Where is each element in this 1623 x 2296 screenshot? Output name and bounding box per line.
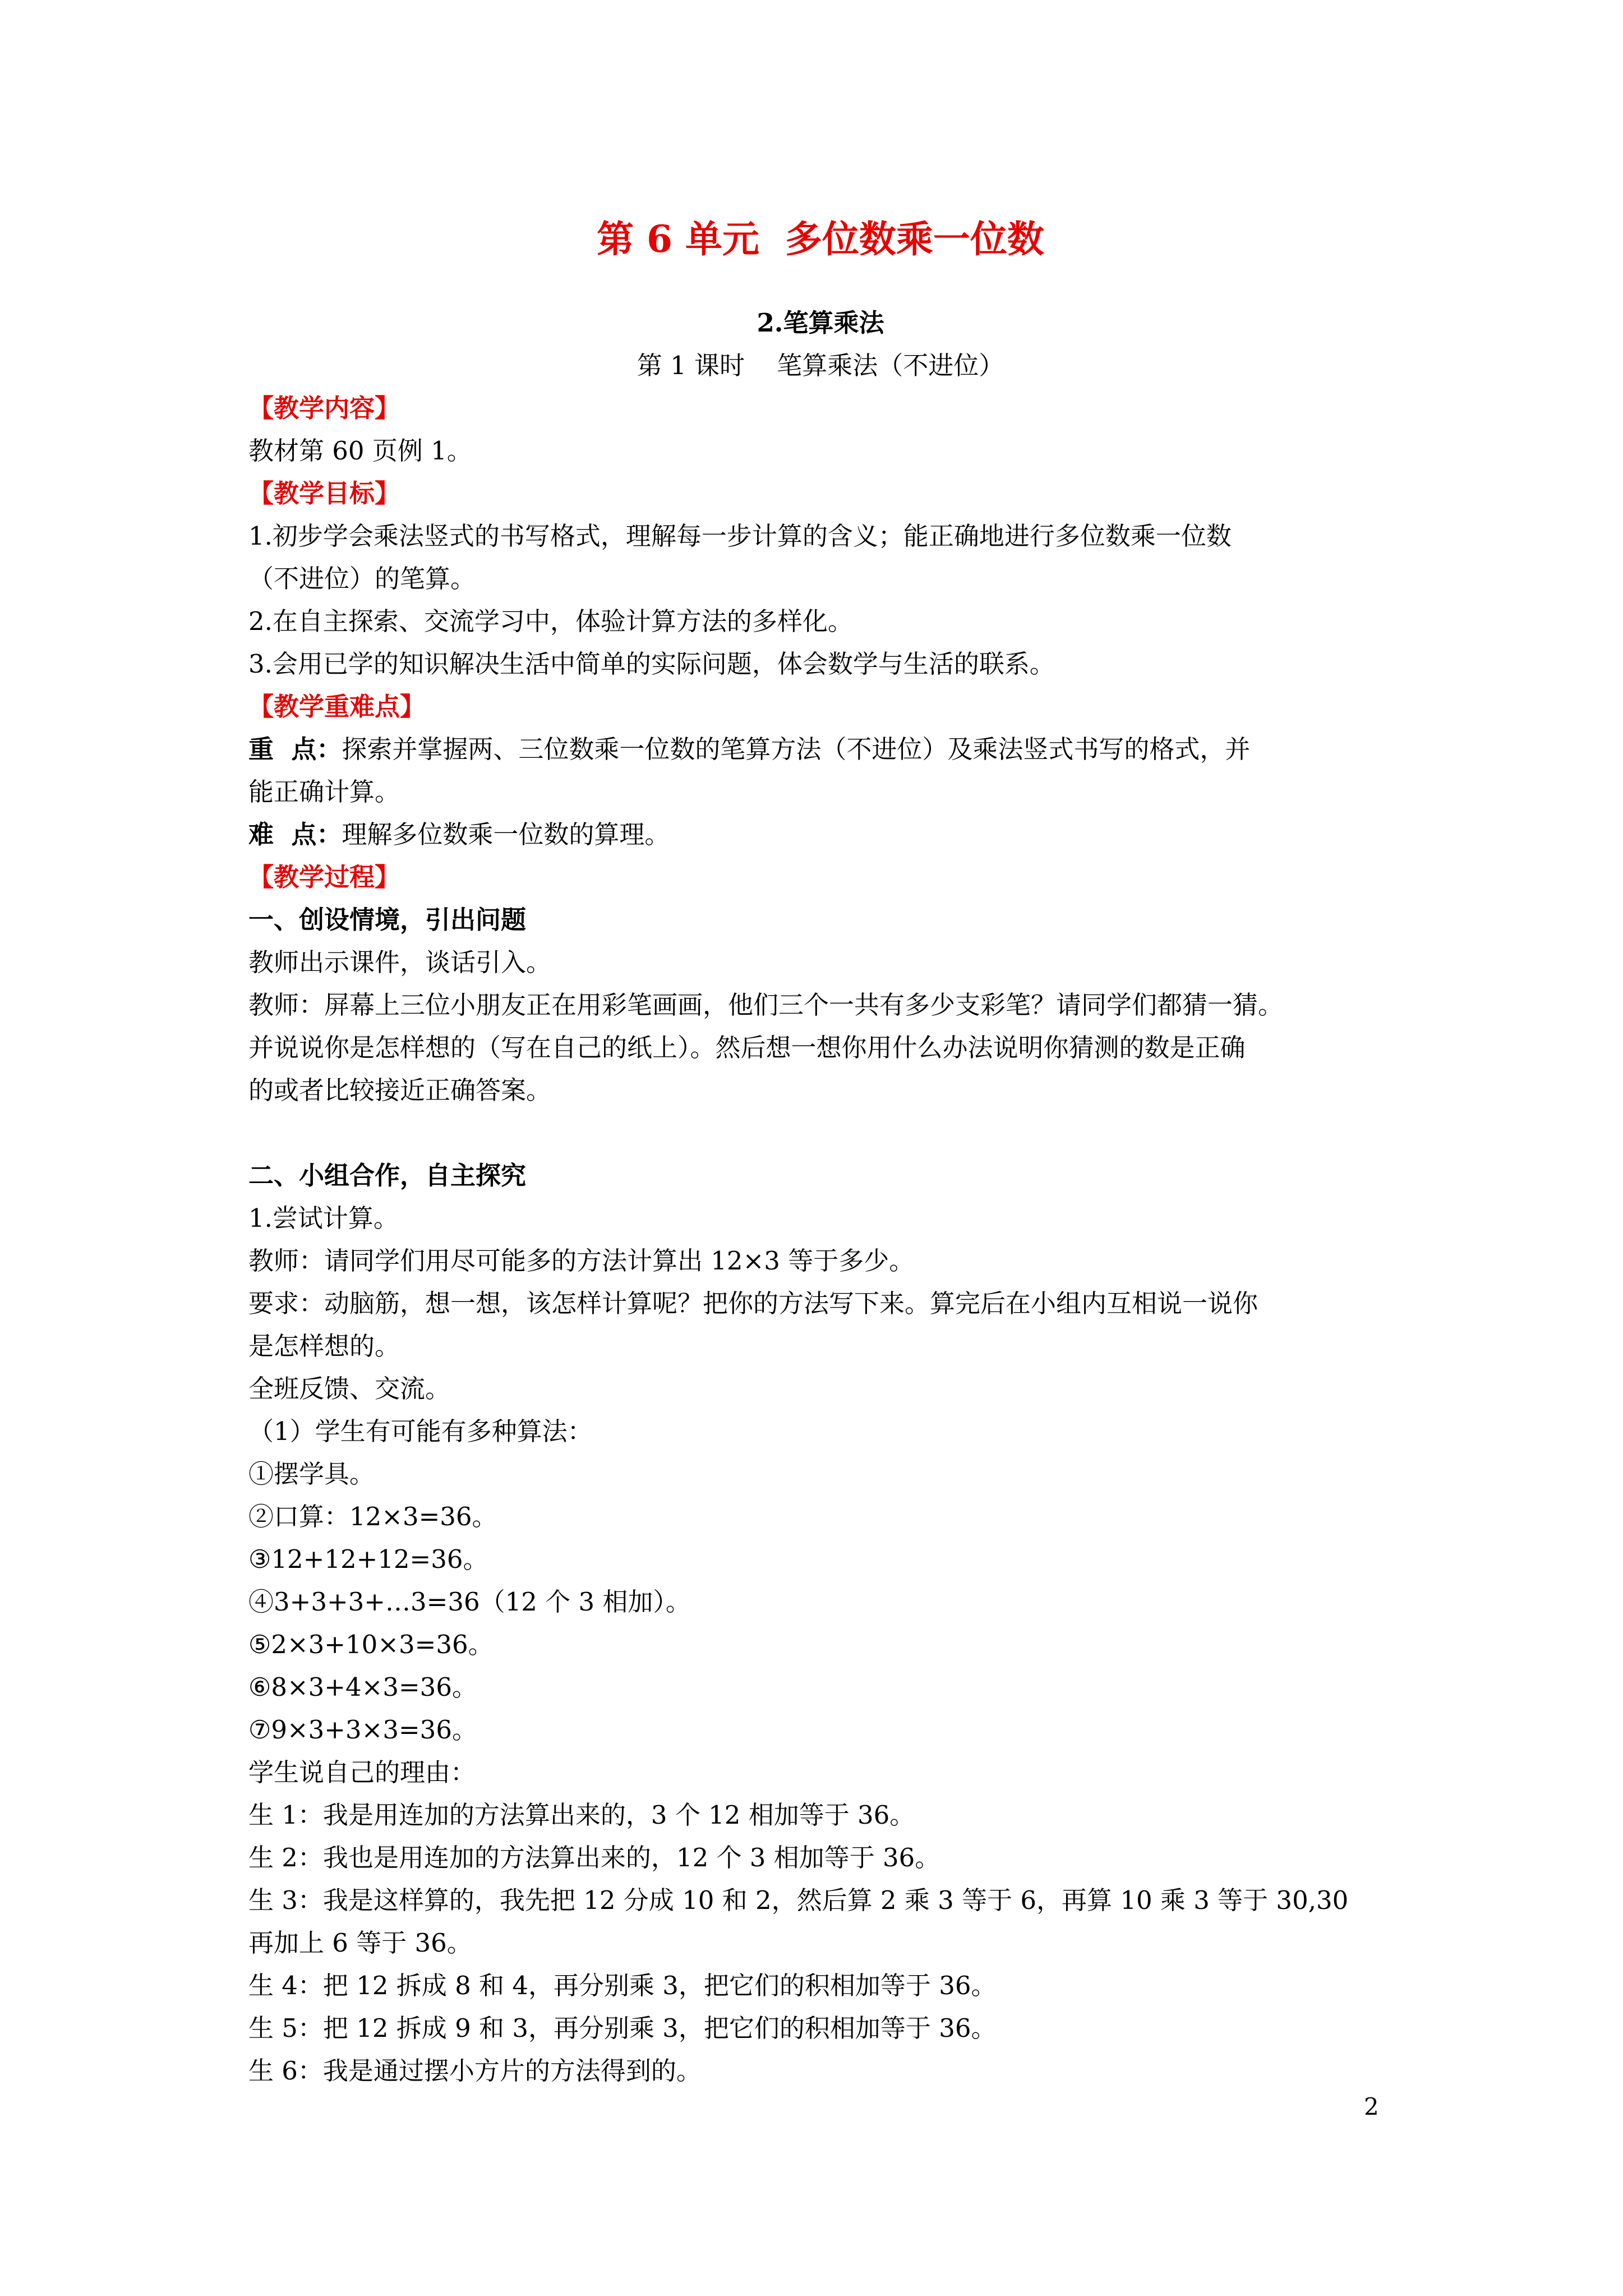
student-6: 生 6：我是通过摆小方片的方法得到的。 [248,2056,702,2086]
heading-teaching-goals: 【教学目标】 [248,478,400,508]
key-point-text: 探索并掌握两、三位数乘一位数的笔算方法（不进位）及乘法竖式书写的格式，并 [342,734,1251,764]
part-1-line-1: 教师出示课件，谈话引入。 [248,947,552,977]
method-7: ⑦9×3+3×3=36。 [248,1715,477,1745]
heading-key-difficult-points: 【教学重难点】 [248,692,426,721]
section-subtitle: 2.笔算乘法 [757,308,884,338]
student-3-line-1: 生 3：我是这样算的，我先把 12 分成 10 和 2，然后算 2 乘 3 等于 6，再算 10 乘 3 等于 30,30 [248,1885,1349,1915]
page-number: 2 [1364,2093,1379,2120]
blank-line [248,1112,1393,1154]
part-1-line-4: 的或者比较接近正确答案。 [248,1075,552,1105]
method-3: ③12+12+12=36。 [248,1544,488,1574]
part-2-line-3: 要求：动脑筋，想一想，该怎样计算呢？把你的方法写下来。算完后在小组内互相说一说你 [248,1289,1258,1318]
key-point-label: 重 点： [248,734,342,764]
student-4: 生 4：把 12 拆成 8 和 4，再分别乘 3，把它们的积相加等于 36。 [248,1971,997,2000]
student-1: 生 1：我是用连加的方法算出来的，3 个 12 相加等于 36。 [248,1800,915,1830]
method-6: ⑥8×3+4×3=36。 [248,1672,477,1702]
goal-3: 3.会用已学的知识解决生活中简单的实际问题，体会数学与生活的联系。 [248,649,1055,679]
method-2: ②口算：12×3=36。 [248,1502,497,1531]
goal-2: 2.在自主探索、交流学习中，体验计算方法的多样化。 [248,606,853,636]
part-2-line-2: 教师：请同学们用尽可能多的方法计算出 12×3 等于多少。 [248,1246,915,1276]
method-4: ④3+3+3+…3=36（12 个 3 相加）。 [248,1587,691,1617]
student-5: 生 5：把 12 拆成 9 和 3，再分别乘 3，把它们的积相加等于 36。 [248,2013,997,2043]
method-1: ①摆学具。 [248,1459,375,1489]
method-5: ⑤2×3+10×3=36。 [248,1630,494,1659]
part-2-heading: 二、小组合作，自主探究 [248,1161,527,1190]
part-2-line-6: （1）学生有可能有多种算法： [248,1416,593,1446]
document-title: 第 6 单元 多位数乘一位数 [597,217,1044,261]
goal-1-line-2: （不进位）的笔算。 [248,564,476,593]
part-1-heading: 一、创设情境，引出问题 [248,905,527,935]
difficult-point-label: 难 点： [248,820,342,849]
student-2: 生 2：我也是用连加的方法算出来的，12 个 3 相加等于 36。 [248,1843,940,1872]
heading-teaching-content: 【教学内容】 [248,393,400,423]
document-body [248,211,1393,2092]
teaching-content-text: 教材第 60 页例 1。 [248,436,472,466]
part-1-line-2: 教师：屏幕上三位小朋友正在用彩笔画画，他们三个一共有多少支彩笔？请同学们都猜一猜。 [248,990,1284,1020]
student-reasons-heading: 学生说自己的理由： [248,1757,476,1787]
part-2-line-4: 是怎样想的。 [248,1331,400,1361]
part-2-line-1: 1.尝试计算。 [248,1203,399,1233]
part-2-line-5: 全班反馈、交流。 [248,1374,451,1404]
student-3-line-2: 再加上 6 等于 36。 [248,1928,472,1958]
difficult-point-text: 理解多位数乘一位数的算理。 [342,820,670,849]
difficult-point [248,813,1393,856]
key-point-line-1 [248,728,1393,771]
goal-1-line-1: 1.初步学会乘法竖式的书写格式，理解每一步计算的含义；能正确地进行多位数乘一位数 [248,521,1232,551]
lesson-title: 第 1 课时 笔算乘法（不进位） [637,351,1004,380]
part-1-line-3: 并说说你是怎样想的（写在自己的纸上）。然后想一想你用什么办法说明你猜测的数是正确 [248,1033,1246,1062]
heading-teaching-process: 【教学过程】 [248,862,400,892]
key-point-line-2: 能正确计算。 [248,777,400,807]
